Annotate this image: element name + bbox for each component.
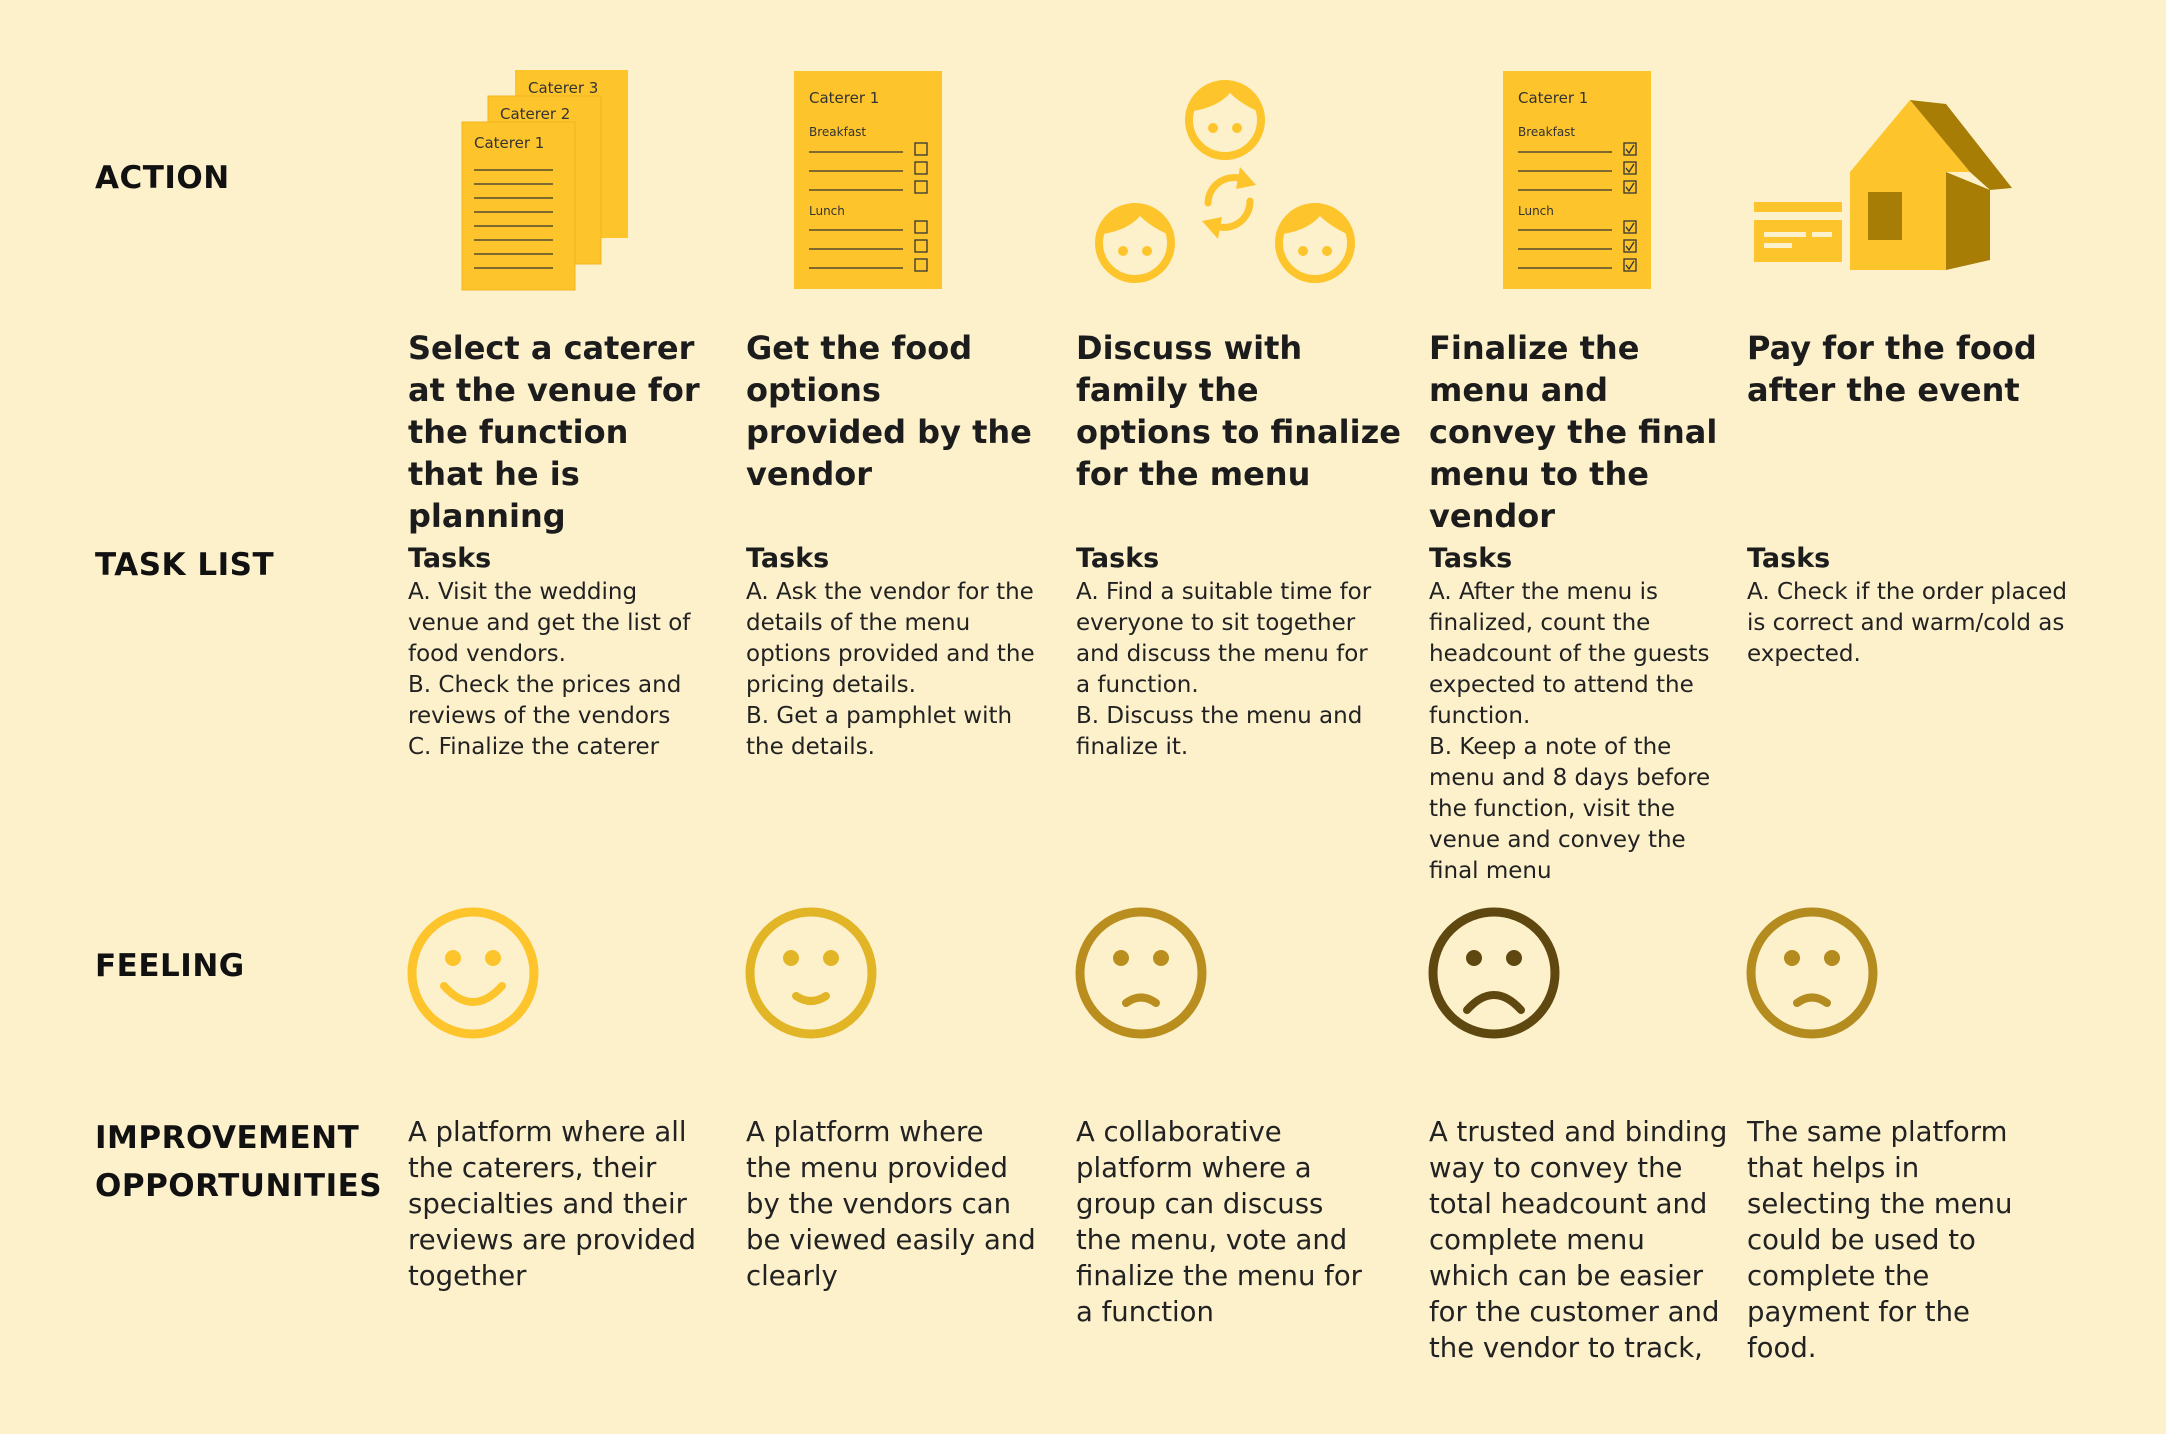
improvement-text: The same platform that helps in selecting the menu could be used to complete the payment for the food. [1747,1116,2013,1364]
task-item: A. Visit the wedding venue and get the list of food vendors. [408,579,691,667]
happy-face-icon [406,906,540,1040]
action-text: Pay for the food after the event [1747,329,2037,409]
payment-house-icon [1750,100,2015,280]
row-label-feeling: FEELING [95,948,245,984]
caterer3-label: Caterer 3 [528,79,599,97]
breakfast-label: Breakfast [809,125,867,139]
task-item: A. After the menu is finalized, count the headcount of the guests expected to attend the function. [1429,579,1710,729]
task-item: A. Ask the vendor for the details of the menu options provided and the pricing details. [746,579,1035,698]
task-item: A. Check if the order placed is correct and warm/cold as expected. [1747,579,2067,667]
task-item: A. Find a suitable time for everyone to sit together and discuss the menu for a function. [1076,579,1372,698]
row-label-improvement-line2: OPPORTUNITIES [95,1168,383,1204]
improvement-text: A platform where all the caterers, their specialties and their reviews are provided together [408,1116,696,1292]
sad-face-icon [1427,906,1561,1040]
final-menu-title-label: Caterer 1 [1518,89,1589,107]
row-label-improvement [95,1114,382,1210]
caterer2-label: Caterer 2 [500,105,571,123]
menu-options-icon [793,70,943,292]
tasks-heading: Tasks [1076,543,1160,574]
task-item: C. Finalize the caterer [408,734,660,760]
caterer1-label: Caterer 1 [474,134,545,152]
improvement-text: A collaborative platform where a group can discuss the menu, vote and finalize the menu for a function [1076,1116,1362,1328]
tasks-heading: Tasks [1429,543,1513,574]
task-list [1429,577,1729,887]
task-list [1076,577,1376,763]
finalized-menu-icon [1502,70,1652,292]
tasks-heading: Tasks [1747,543,1831,574]
task-list [746,577,1036,763]
slightly-sad-face-icon [1745,906,1879,1040]
task-item: B. Keep a note of the menu and 8 days before the function, visit the venue and convey the final menu [1429,734,1711,884]
family-discussion-icon [1090,75,1360,285]
action-text: Discuss with family the options to finalize for the menu [1076,329,1401,493]
task-item: B. Discuss the menu and finalize it. [1076,703,1363,760]
row-label-action: ACTION [95,160,230,196]
final-lunch-label: Lunch [1518,204,1554,218]
task-item: B. Check the prices and reviews of the vendors [408,672,682,729]
tasks-heading: Tasks [408,543,492,574]
action-text: Finalize the menu and convey the final menu to the vendor [1429,329,1718,535]
lunch-label: Lunch [809,204,845,218]
row-label-improvement-line1: IMPROVEMENT [95,1120,360,1156]
improvement-text: A platform where the menu provided by the vendors can be viewed easily and clearly [746,1116,1036,1292]
slightly-happy-face-icon [744,906,878,1040]
final-breakfast-label: Breakfast [1518,125,1576,139]
action-text: Select a caterer at the venue for the function that he is planning [408,329,700,535]
task-item: B. Get a pamphlet with the details. [746,703,1013,760]
slightly-sad-face-icon [1074,906,1208,1040]
menu-title-label: Caterer 1 [809,89,880,107]
stacked-menus-icon [460,70,630,292]
tasks-heading: Tasks [746,543,830,574]
improvement-text: A trusted and binding way to convey the total headcount and complete menu which can be easier for the customer and the vendor to track, [1429,1116,1728,1364]
row-label-task-list: TASK LIST [95,547,275,583]
task-list [1747,577,2067,670]
task-list [408,577,708,763]
action-text: Get the food options provided by the vendor [746,329,1032,493]
